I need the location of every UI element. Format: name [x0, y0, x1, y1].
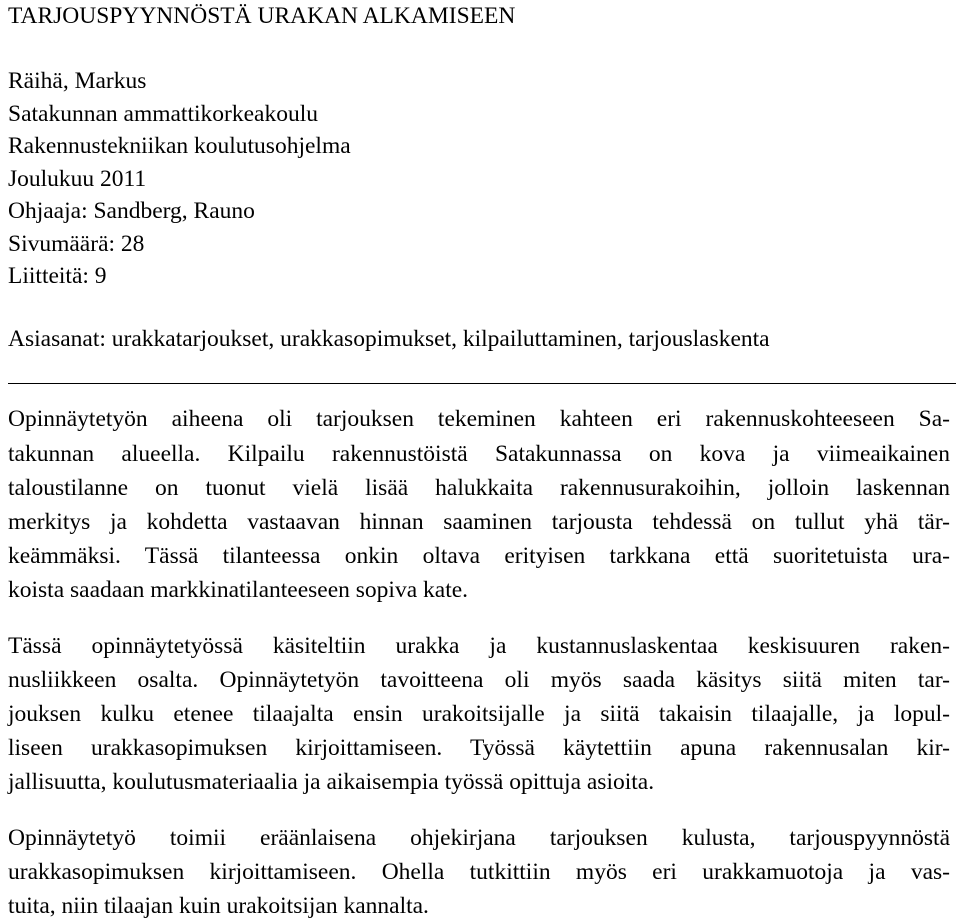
author-name: Räihä, Markus — [8, 68, 147, 94]
date-line: Joulukuu 2011 — [8, 166, 147, 192]
abstract-line: liseen urakkasopimuksen kirjoittamiseen. Työssä käytettiin apuna rakennusalan kir- — [8, 735, 950, 761]
abstract-line: nusliikkeen osalta. Opinnäytetyön tavoitteena oli myös saada käsitys siitä miten tar- — [8, 667, 950, 693]
abstract-line: Opinnäytetyön aiheena oli tarjouksen tekeminen kahteen eri rakennuskohteeseen Sa- — [8, 406, 950, 432]
supervisor-line: Ohjaaja: Sandberg, Rauno — [8, 198, 255, 224]
abstract-line: merkitys ja kohdetta vastaavan hinnan saaminen tarjousta tehdessä on tullut yhä tär- — [8, 509, 950, 535]
separator-rule — [8, 383, 956, 384]
abstract-line: Opinnäytetyö toimii eräänlaisena ohjekirjana tarjouksen kulusta, tarjouspyynnöstä — [8, 825, 950, 851]
abstract-line: keämmäksi. Tässä tilanteessa onkin oltava erityisen tarkkana että suoritetuista ura- — [8, 543, 950, 569]
abstract-line: koista saadaan markkinatilanteeseen sopiva kate. — [8, 577, 469, 603]
abstract-line: Tässä opinnäytetyössä käsiteltiin urakka ja kustannuslaskentaa keskisuuren raken- — [8, 633, 950, 659]
abstract-line: jouksen kulku etenee tilaajalta ensin urakoitsijalle ja siitä takaisin tilaajalle, ja lopul- — [8, 701, 950, 727]
abstract-line: tuita, niin tilaajan kuin urakoitsijan kannalta. — [8, 893, 429, 919]
abstract-line: jallisuutta, koulutusmateriaalia ja aikaisempia työssä opittuja asioita. — [8, 769, 655, 795]
degree-program: Rakennustekniikan koulutusohjelma — [8, 133, 351, 159]
page-count: Sivumäärä: 28 — [8, 231, 145, 257]
abstract-line: takunnan alueella. Kilpailu rakennustöistä Satakunnassa on kova ja viimeaikainen — [8, 441, 950, 467]
abstract-line: urakkasopimuksen kirjoittamiseen. Ohella tutkittiin myös eri urakkamuotoja ja vas- — [8, 859, 950, 885]
keywords-line: Asiasanat: urakkatarjoukset, urakkasopimukset, kilpailuttaminen, tarjouslaskenta — [8, 326, 770, 352]
document-title: TARJOUSPYYNNÖSTÄ URAKAN ALKAMISEEN — [8, 3, 516, 29]
abstract-line: taloustilanne on tuonut vielä lisää halukkaita rakennusurakoihin, jolloin laskennan — [8, 475, 950, 501]
attachment-count: Liitteitä: 9 — [8, 263, 107, 289]
school-name: Satakunnan ammattikorkeakoulu — [8, 101, 318, 127]
